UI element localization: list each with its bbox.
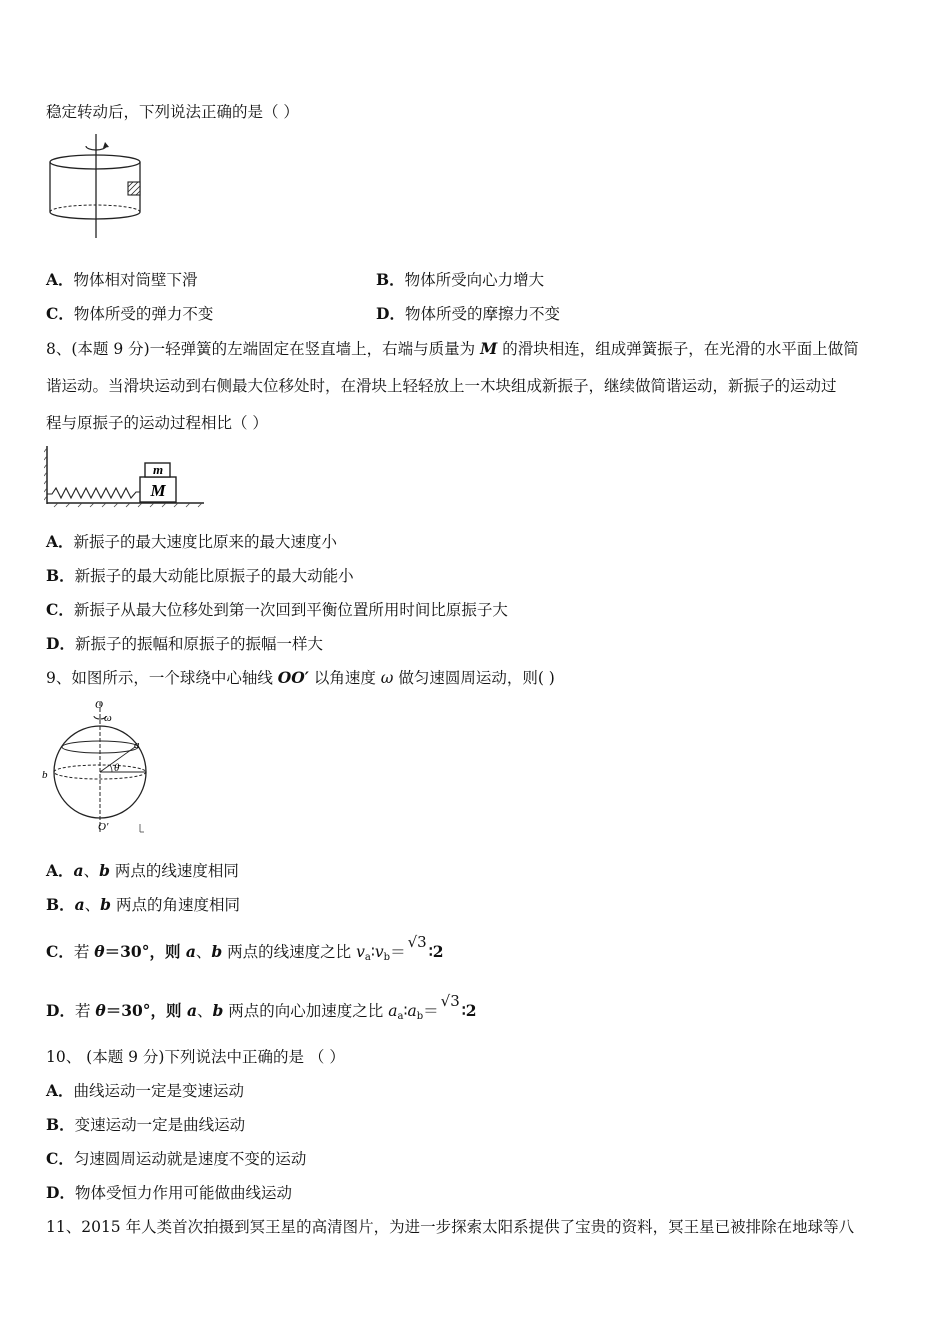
q8-stem-line2: 谐运动。当滑块运动到右侧最大位移处时，在滑块上轻轻放上一木块组成新振子，继续做简谐运动，新振子的运动过 [46,377,837,395]
q10-option-c: C．匀速圆周运动就是速度不变的运动 [46,1149,307,1168]
label-O: O [95,699,103,711]
sqrt3: √3 [440,992,460,1010]
q7-stem: 稳定转动后，下列说法正确的是（ ） [46,103,299,121]
q9-option-a: A．a、b 两点的线速度相同 [46,861,239,880]
spring-oscillator-figure [44,444,208,508]
q8-option-c: C．新振子从最大位移处到第一次回到平衡位置所用时间比原振子大 [46,600,508,619]
q8-option-a: A．新振子的最大速度比原来的最大速度小 [46,532,338,551]
q8-option-d: D．新振子的振幅和原振子的振幅一样大 [46,634,323,653]
q8-stem-line1: 8、(本题 9 分)一轻弹簧的左端固定在竖直墙上，右端与质量为 M 的滑块相连，组成弹簧振子，在光滑的水平面上做简 [46,339,859,358]
rotating-sphere-figure [42,696,152,836]
q11-stem: 11、2015 年人类首次拍摄到冥王星的高清图片，为进一步探索太阳系提供了宝贵的资料，冥王星已被排除在地球等八 [46,1218,855,1236]
rotating-cylinder-figure [44,132,144,240]
q9-option-b: B．a、b 两点的角速度相同 [46,895,240,914]
q10-option-a: A．曲线运动一定是变速运动 [46,1081,245,1100]
label-a: a [134,739,140,751]
q8-stem-line3: 程与原振子的运动过程相比（ ） [46,414,268,432]
q7-option-c: C．物体所受的弹力不变 [46,304,214,323]
q10-stem: 10、 (本题 9 分)下列说法中正确的是 （ ） [46,1048,345,1066]
label-b: b [42,769,48,781]
q8-option-b: B．新振子的最大动能比原振子的最大动能小 [46,566,354,585]
label-M: M [150,481,166,500]
label-omega: ω [104,712,112,724]
label-O-prime: O′ [98,821,109,833]
sqrt3: √3 [407,933,427,951]
q7-option-d: D．物体所受的摩擦力不变 [376,304,560,323]
q9-option-d: D．若 θ＝30°，则 a、b 两点的向心加速度之比 aa∶ab＝√3 ∶2 [46,992,477,1022]
q7-option-b: B．物体所受向心力增大 [376,270,545,289]
q7-option-a: A．物体相对筒壁下滑 [46,270,198,289]
label-theta: θ [114,762,120,774]
q10-option-d: D．物体受恒力作用可能做曲线运动 [46,1183,292,1202]
q9-option-c: C．若 θ＝30°，则 a、b 两点的线速度之比 va∶vb＝√3 ∶2 [46,933,444,963]
q10-option-b: B．变速运动一定是曲线运动 [46,1115,246,1134]
spring [47,488,140,498]
label-m: m [152,462,164,477]
q9-stem: 9、如图所示，一个球绕中心轴线 OO′ 以角速度 ω 做匀速圆周运动，则( ) [46,668,555,687]
